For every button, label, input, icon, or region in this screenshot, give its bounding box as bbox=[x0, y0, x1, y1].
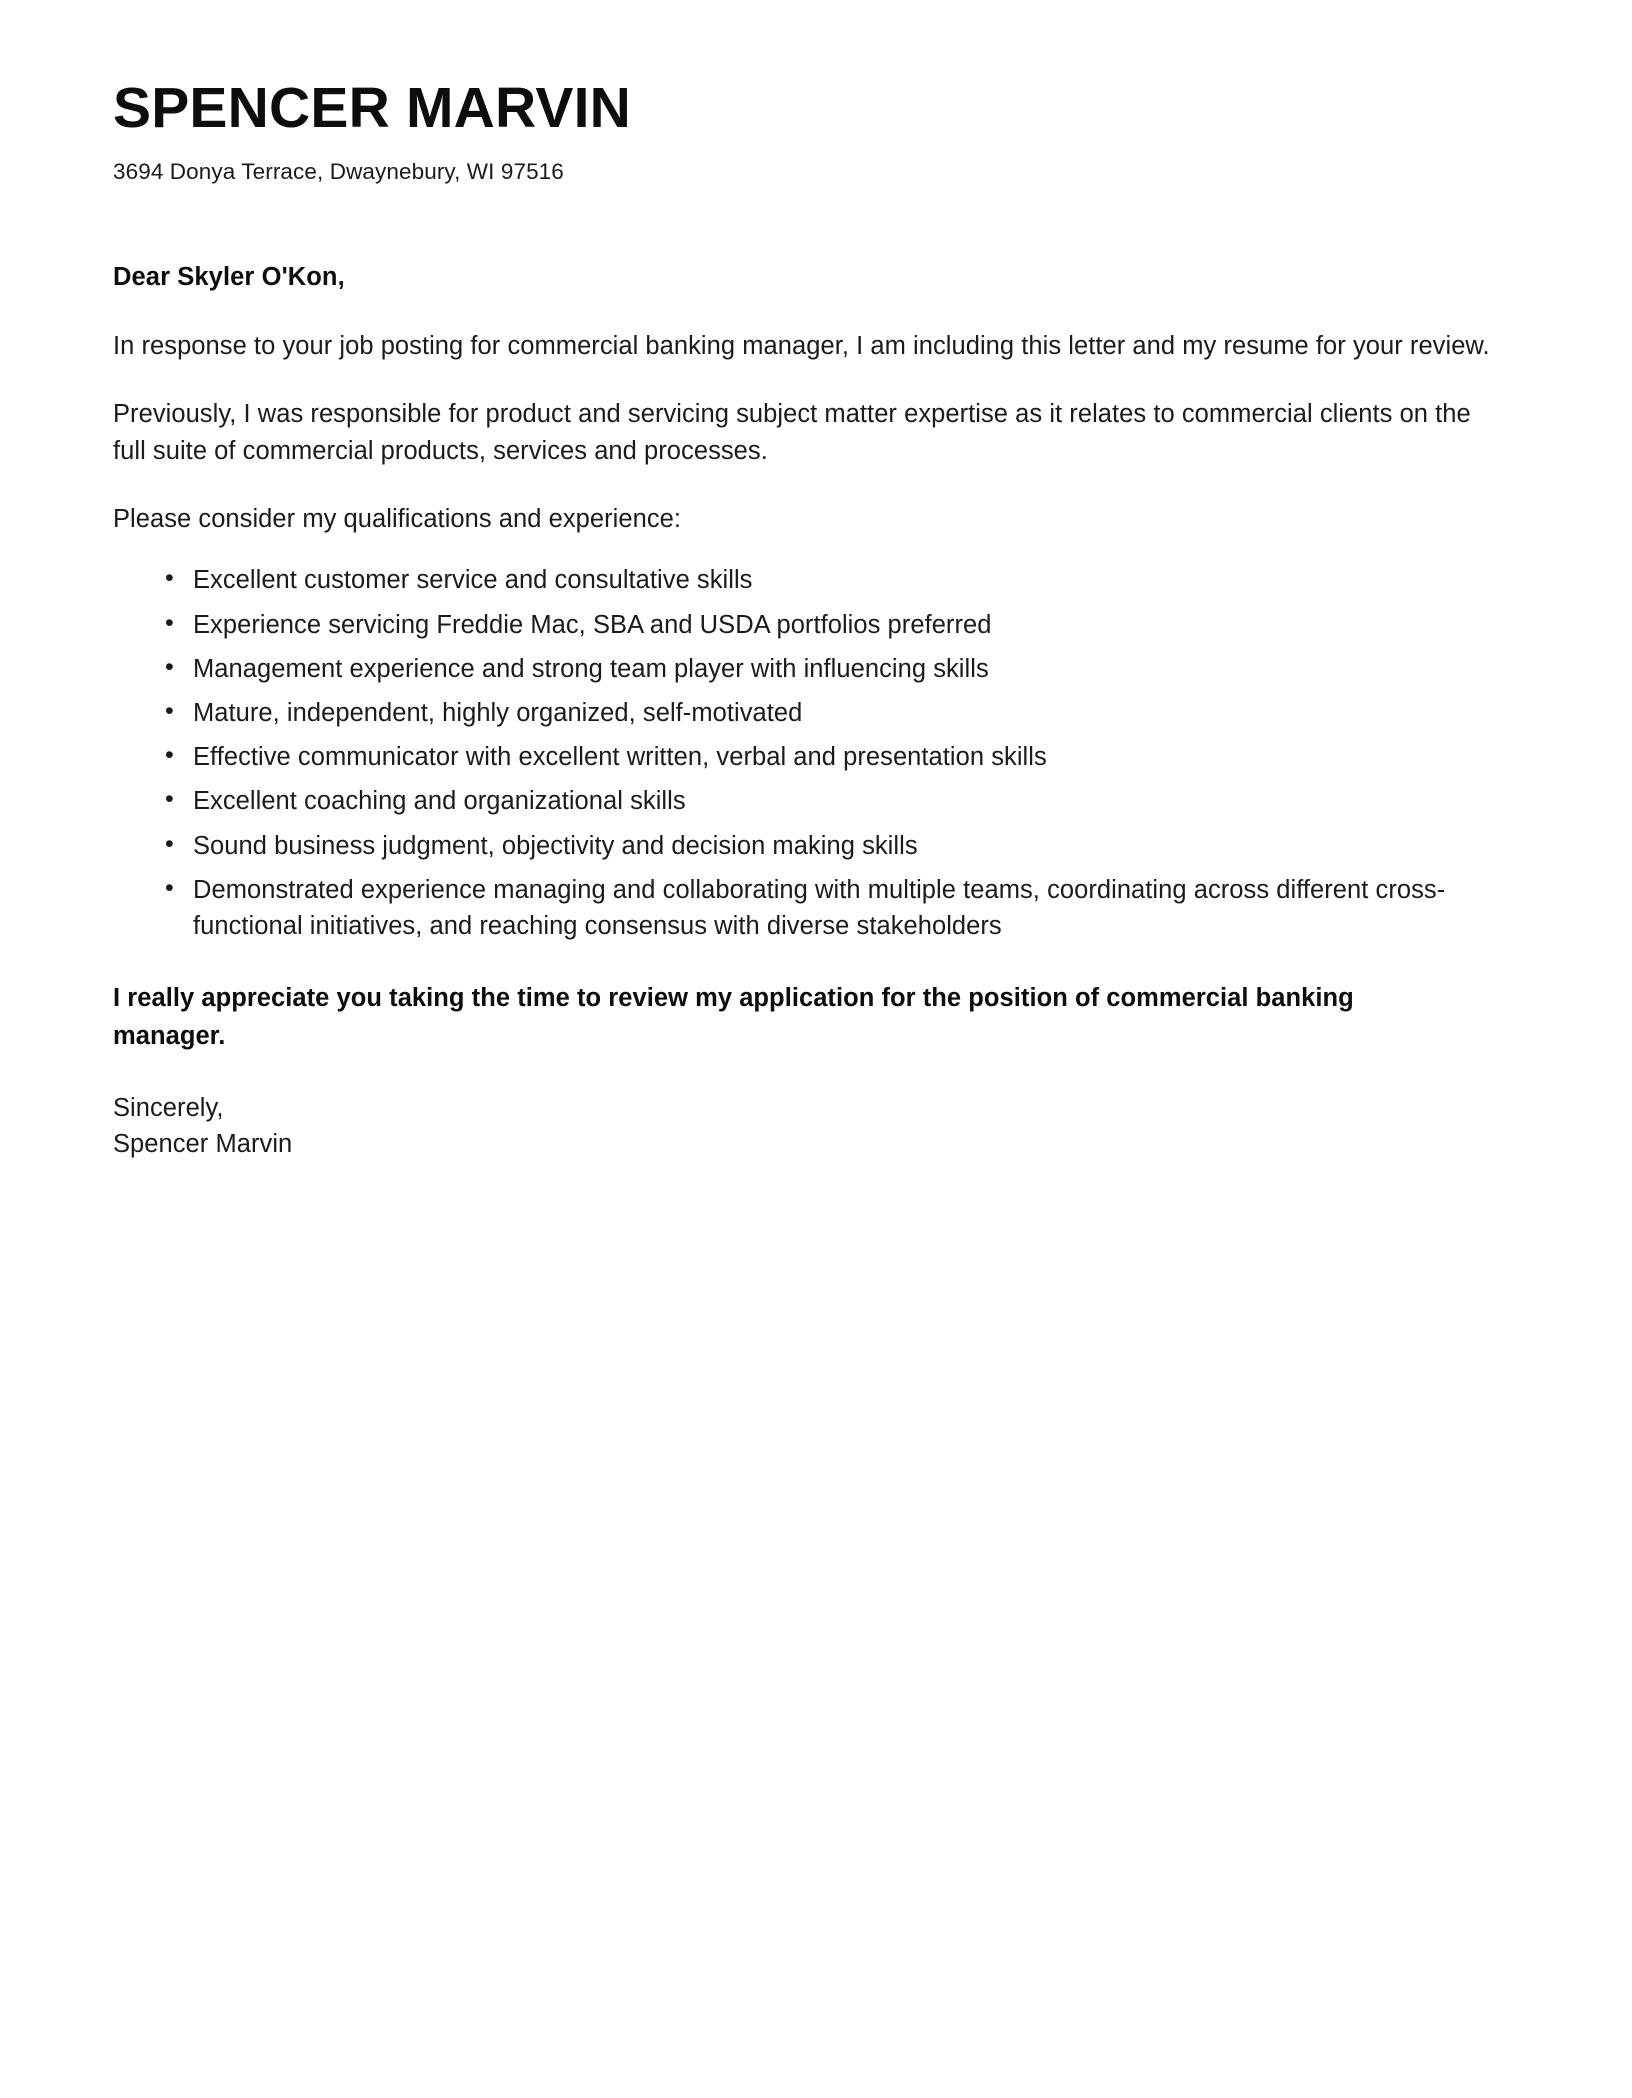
qualifications-lead-in: Please consider my qualifications and experience: bbox=[113, 504, 682, 533]
closing-statement: I really appreciate you taking the time to review my application for the position of commercial banking manager. bbox=[113, 984, 1354, 1050]
list-item: • Sound business judgment, objectivity and decision making skills bbox=[165, 828, 1503, 864]
paragraph-experience: Previously, I was responsible for product and servicing subject matter expertise as it relates to commercial clients on the full suite of commercial products, services and processes. bbox=[113, 399, 1471, 466]
list-item: • Demonstrated experience managing and collaborating with multiple teams, coordinating across different cross-functional initiatives, and reaching consensus with diverse stakeholders bbox=[165, 872, 1503, 944]
applicant-address: 3694 Donya Terrace, Dwaynebury, WI 97516 bbox=[113, 158, 564, 184]
list-item: • Excellent coaching and organizational skills bbox=[165, 783, 1503, 819]
letter-body bbox=[113, 258, 1503, 1162]
salutation: Dear Skyler O'Kon, bbox=[113, 263, 345, 292]
list-item: • Mature, independent, highly organized, self-motivated bbox=[165, 695, 1503, 731]
letter-content bbox=[113, 78, 1513, 1162]
applicant-name: SPENCER MARVIN bbox=[113, 76, 631, 140]
letterhead bbox=[113, 78, 1513, 188]
sign-off-line: Sincerely, bbox=[113, 1093, 224, 1122]
signature-name: Spencer Marvin bbox=[113, 1129, 293, 1158]
list-item: • Experience servicing Freddie Mac, SBA and USDA portfolios preferred bbox=[165, 607, 1503, 643]
paragraph-intro: In response to your job posting for commercial banking manager, I am including this letter and my resume for your review. bbox=[113, 332, 1490, 361]
qualifications-list bbox=[113, 562, 1503, 944]
signature-block bbox=[113, 1090, 1503, 1162]
list-item: • Management experience and strong team player with influencing skills bbox=[165, 651, 1503, 687]
list-item: • Effective communicator with excellent written, verbal and presentation skills bbox=[165, 739, 1503, 775]
list-item: • Excellent customer service and consultative skills bbox=[165, 562, 1503, 598]
